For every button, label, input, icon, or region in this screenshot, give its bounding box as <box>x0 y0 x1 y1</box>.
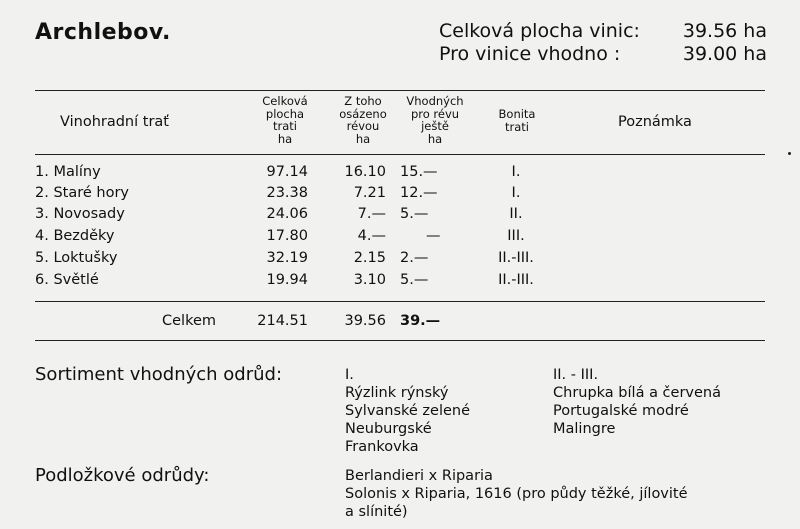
table-cell: I. <box>511 185 521 201</box>
table-cell: 3.10 <box>353 272 386 288</box>
sum-bottom-rule <box>35 340 765 341</box>
table-cell: 97.14 <box>266 164 308 180</box>
table-cell: II.-III. <box>498 272 534 288</box>
table-cell: ještě <box>421 119 449 133</box>
table-cell: 7.— <box>357 206 386 222</box>
sum-suitable-area: 39.— <box>400 313 441 329</box>
area-value: 39.00 ha <box>682 43 767 65</box>
variety-group-heading: I. <box>345 367 354 383</box>
header-suitable-area <box>398 95 472 145</box>
sum-planted-area: 39.56 <box>344 313 386 329</box>
header-planted-area <box>328 95 398 145</box>
table-cell: 4.— <box>357 228 386 244</box>
header-bonita <box>482 108 552 133</box>
table-cell: Celková <box>262 94 308 108</box>
table-cell: 7.21 <box>353 185 386 201</box>
list-item: Malingre <box>553 421 616 437</box>
table-cell: 17.80 <box>266 228 308 244</box>
header-vineyard-tract: Vinohradní trať <box>60 114 169 130</box>
list-item: Portugalské modré <box>553 403 689 419</box>
table-cell: 5.— <box>400 272 429 288</box>
variety-group-2 <box>553 366 721 438</box>
table-cell: 1. Malíny <box>35 164 101 180</box>
list-item: Sylvanské zelené <box>345 403 471 419</box>
table-cell: trati <box>505 119 529 134</box>
varieties-label: Sortiment vhodných odrůd: <box>35 364 283 385</box>
table-cell: 19.94 <box>266 272 308 288</box>
sum-row <box>0 313 800 334</box>
table-cell: II. <box>509 206 523 222</box>
rootstock-list <box>345 467 688 521</box>
list-item: Rýzlink rýnský <box>345 385 449 401</box>
table-cell: plocha <box>265 106 305 121</box>
table-cell: — <box>426 228 441 244</box>
sum-label: Celkem <box>162 313 216 329</box>
table-cell: Bonita <box>498 107 536 121</box>
table-cell: 12.— <box>400 185 438 201</box>
table-row <box>0 164 800 185</box>
table-cell: I. <box>511 164 521 180</box>
ink-speck <box>788 152 791 155</box>
table-row <box>0 272 800 293</box>
list-item: Berlandieri x Riparia <box>345 468 493 484</box>
table-cell: Vhodných <box>406 94 464 108</box>
table-cell: 4. Bezděky <box>35 228 115 244</box>
table-cell: 6. Světlé <box>35 272 99 288</box>
table-cell: révou <box>346 119 380 133</box>
area-value: 39.56 ha <box>682 20 767 42</box>
table-cell: Z toho <box>344 94 382 108</box>
table-row <box>0 206 800 227</box>
table-cell: 32.19 <box>266 250 308 266</box>
sum-top-rule <box>35 301 765 302</box>
table-row <box>0 250 800 271</box>
area-label: Pro vinice vhodno : <box>439 43 621 65</box>
table-cell: 2.— <box>400 250 429 266</box>
list-item: Frankovka <box>345 439 419 455</box>
table-cell: II.-III. <box>498 250 534 266</box>
table-cell: III. <box>507 228 525 244</box>
table-cell: 24.06 <box>266 206 308 222</box>
table-row <box>0 185 800 206</box>
table-cell: ha <box>277 131 293 146</box>
table-cell: 3. Novosady <box>35 206 125 222</box>
table-cell: 2. Staré hory <box>35 185 129 201</box>
header-note: Poznámka <box>618 114 692 130</box>
table-cell: 23.38 <box>266 185 308 201</box>
table-cell: pro révu <box>410 106 460 121</box>
variety-group-1 <box>345 366 470 456</box>
suitable-vineyard-area <box>439 43 767 65</box>
table-cell: ha <box>427 131 443 146</box>
variety-group-heading: II. - III. <box>553 367 599 383</box>
table-cell: 15.— <box>400 164 438 180</box>
table-cell: ha <box>355 131 371 146</box>
village-title: Archlebov. <box>35 20 171 45</box>
header-bottom-rule <box>35 154 765 155</box>
bleed-through-shadow <box>320 8 440 68</box>
table-cell: osázeno <box>339 106 387 121</box>
area-label: Celková plocha vinic: <box>439 20 640 42</box>
table-top-rule <box>35 90 765 91</box>
list-item: a slínité) <box>345 504 408 520</box>
table-cell: 5.— <box>400 206 429 222</box>
table-row <box>0 228 800 249</box>
list-item: Chrupka bílá a červená <box>553 385 721 401</box>
table-cell: 5. Loktušky <box>35 250 118 266</box>
table-cell: 2.15 <box>353 250 386 266</box>
total-vineyard-area <box>439 20 767 42</box>
table-cell: trati <box>273 119 297 133</box>
list-item: Neuburgské <box>345 421 432 437</box>
table-cell: 16.10 <box>344 164 386 180</box>
header-total-area <box>250 95 320 145</box>
sum-total-area: 214.51 <box>257 313 308 329</box>
rootstocks-label: Podložkové odrůdy: <box>35 465 210 486</box>
list-item: Solonis x Riparia, 1616 (pro půdy těžké, jílovité <box>345 486 688 502</box>
